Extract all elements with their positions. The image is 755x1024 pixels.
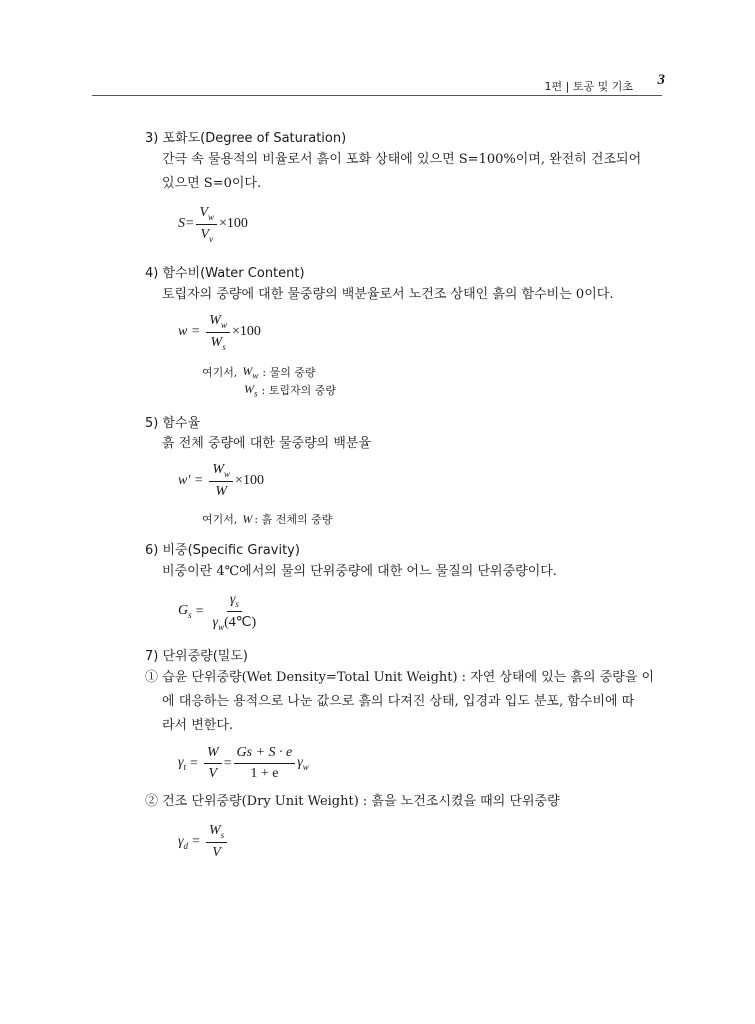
- wet-density-formula: [178, 745, 309, 782]
- section-4-heading: 4) 함수비(Water Content): [145, 266, 305, 281]
- formula-fraction-1: [204, 745, 222, 782]
- header-rule: [92, 95, 662, 96]
- lhs-sub: d: [183, 840, 189, 851]
- moisture-ratio-formula: [178, 462, 264, 500]
- numerator: W: [209, 313, 221, 328]
- denominator-tail: (4℃): [224, 614, 257, 630]
- section-7-item-1-line-3: 라서 변한다.: [162, 718, 234, 733]
- formula-lhs: [178, 603, 192, 620]
- note-prefix: 여기서,: [202, 366, 238, 380]
- section-3-line-2: 있으면 S=0이다.: [162, 176, 262, 191]
- numerator-sub: s: [235, 598, 239, 609]
- section-5-note: [202, 511, 332, 527]
- numerator-sub: w: [208, 211, 215, 222]
- formula-fraction: [206, 823, 227, 861]
- tail-symbol: γ: [297, 755, 303, 771]
- water-content-formula: [178, 313, 261, 352]
- lhs-sub: t: [183, 761, 187, 772]
- formula-lhs: [178, 755, 186, 772]
- denominator: V: [200, 226, 210, 242]
- formula-lhs: S=: [178, 216, 195, 232]
- note-text: : 토립자의 중량: [261, 384, 336, 398]
- numerator: W: [208, 823, 221, 838]
- note-prefix: 여기서,: [202, 513, 238, 526]
- formula-fraction-2: [234, 745, 296, 782]
- denominator: 1 + e: [250, 766, 279, 781]
- section-7-item-1-line-2: 에 대응하는 용적으로 나눈 값으로 흙의 다져진 상태, 입경과 입도 분포, 함수비에 따: [162, 694, 635, 709]
- equals-sign-2: =: [223, 755, 232, 771]
- formula-lhs: w′ =: [178, 472, 204, 488]
- note-symbol: W: [242, 511, 253, 526]
- numerator: V: [199, 205, 209, 220]
- denominator: W: [210, 334, 223, 350]
- section-4-note-2: [244, 382, 336, 398]
- numerator: W: [204, 745, 222, 764]
- lhs-sub: s: [188, 610, 192, 621]
- tail-sub: w: [302, 761, 309, 772]
- section-7-item-1-line-1: ① 습윤 단위중량(Wet Density=Total Unit Weight) : 자연 상태에 있는 흙의 중량을 이: [145, 670, 655, 685]
- formula-tail: ×100: [231, 324, 261, 340]
- numerator-sub: w: [224, 468, 231, 479]
- formula-tail: [297, 755, 309, 772]
- numerator-sub: s: [220, 829, 225, 840]
- section-3-heading: 3) 포화도(Degree of Saturation): [145, 131, 347, 146]
- formula-lhs: w =: [178, 324, 201, 340]
- section-6-line-1: 비중이란 4℃에서의 물의 단위중량에 대한 어느 물질의 단위중량이다.: [162, 564, 557, 579]
- note-symbol: W: [242, 364, 253, 378]
- saturation-formula: [178, 205, 248, 244]
- section-4-note-1: [202, 364, 316, 380]
- formula-tail: ×100: [219, 216, 248, 232]
- section-5-heading: 5) 함수율: [145, 416, 201, 431]
- formula-fraction: [206, 313, 230, 352]
- running-head: 1편 | 토공 및 기초: [544, 80, 633, 93]
- lhs-symbol: γ: [178, 833, 184, 849]
- note-symbol-sub: w: [252, 370, 259, 381]
- note-symbol: W: [244, 382, 254, 396]
- lhs-symbol: G: [178, 603, 189, 619]
- formula-lhs: [178, 834, 188, 851]
- note-symbol-sub: s: [254, 388, 258, 399]
- formula-tail: ×100: [235, 472, 264, 488]
- denominator-sub: w: [218, 621, 225, 632]
- specific-gravity-formula: [178, 592, 261, 632]
- formula-fraction: [196, 205, 217, 244]
- section-5-line-1: 흙 전체 중량에 대한 물중량의 백분율: [162, 436, 372, 451]
- formula-fraction: [209, 462, 233, 500]
- section-7-heading: 7) 단위중량(밀도): [145, 649, 248, 664]
- equals-sign: =: [190, 755, 198, 771]
- section-7-item-2-line-1: ② 건조 단위중량(Dry Unit Weight) : 흙을 노건조시켰을 때의 단위중량: [145, 794, 560, 809]
- denominator: W: [215, 483, 228, 499]
- denominator-sub: v: [209, 233, 214, 244]
- numerator: γ: [229, 592, 236, 607]
- denominator: γ: [212, 614, 219, 630]
- section-4-line-1: 토립자의 중량에 대한 물중량의 백분율로서 노건조 상태인 흙의 함수비는 0이다.: [162, 287, 614, 302]
- equals-sign: =: [192, 833, 200, 849]
- note-text: : 흙 전체의 중량: [254, 513, 333, 526]
- numerator: Gs + S · e: [234, 745, 296, 764]
- section-3-line-1: 간극 속 물용적의 비율로서 흙이 포화 상태에 있으면 S=100%이며, 완전히 건조되어: [162, 152, 642, 167]
- numerator: W: [212, 462, 225, 477]
- section-6-heading: 6) 비중(Specific Gravity): [145, 543, 300, 558]
- denominator-sub: s: [222, 341, 226, 352]
- note-text: : 물의 중량: [262, 366, 316, 380]
- denominator: V: [212, 844, 221, 860]
- dry-density-formula: [178, 823, 229, 861]
- numerator-sub: w: [220, 319, 227, 330]
- page-number: 3: [657, 72, 665, 88]
- lhs-symbol: γ: [178, 755, 184, 771]
- denominator: V: [208, 766, 218, 781]
- formula-fraction: [210, 592, 260, 632]
- equals-sign: =: [195, 603, 204, 619]
